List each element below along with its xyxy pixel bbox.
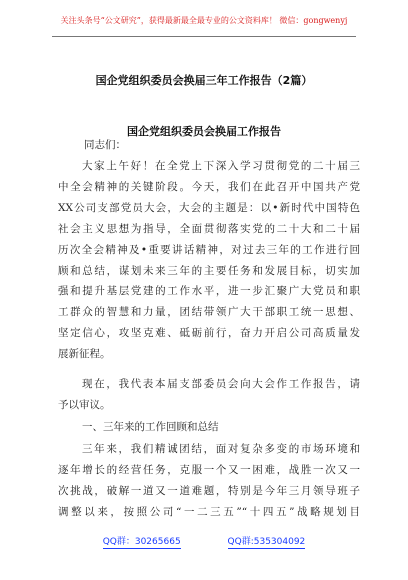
- paragraph-opening: [58, 156, 360, 365]
- text-line: 展新征程。: [58, 348, 111, 361]
- section-heading-text: 一、三年来的工作回顾和总结: [82, 421, 219, 433]
- report-title: 国企党组织委员会换届工作报告: [127, 125, 281, 138]
- qq-group-link-2[interactable]: QQ群:535304092: [227, 537, 306, 547]
- text-line: 中全会精神的关键阶段。今天，我们在此召开中国共产党: [58, 180, 360, 193]
- text-line: 工群众的智慧和力量，团结带领广大干部职工统一思想、: [58, 306, 360, 319]
- document-title: 国企党组织委员会换届三年工作报告（2篇）: [95, 74, 313, 87]
- text-line: 历次全会精神及•重要讲话精神，对过去三年的工作进行回: [58, 243, 360, 256]
- text-line: 坚定信心，攻坚克难、砥砺前行，奋力开启公司高质量发: [58, 327, 360, 340]
- paragraph-review: [58, 439, 360, 523]
- qq-group-link-1[interactable]: QQ群：30265665: [102, 537, 181, 547]
- salutation: 同志们：: [84, 139, 126, 151]
- text-line: 次挑战，破解一道又一道难题，特别是今年三月领导班子: [58, 484, 360, 497]
- text-line: 予以审议。: [58, 398, 111, 411]
- text-line: 调整以来，按照公司“一二三五”“十四五”战略规划目: [58, 505, 360, 518]
- text-line: 逐年增长的经营任务，克服一个又一困难，战胜一次又一: [58, 463, 360, 476]
- text-line: 顾和总结，谋划未来三年的主要任务和发展目标，切实加: [58, 264, 360, 277]
- text-line: 三年来，我们精诚团结，面对复杂多变的市场环境和: [82, 443, 360, 455]
- section-heading: [58, 417, 360, 438]
- text-line: 社会主义思想为指导，全面贯彻落实党的二十大和二十届: [58, 222, 360, 235]
- text-line: 大家上午好！在全党上下深入学习贯彻党的二十届三: [82, 160, 360, 172]
- footer: [0, 536, 408, 549]
- text-line: XX公司支部党员大会，大会的主题是：以•新时代中国特色: [58, 201, 360, 214]
- paragraph-report-intro: [58, 374, 360, 416]
- text-line: 强和提升基层党建的工作水平，进一步汇聚广大党员和职: [58, 285, 360, 298]
- promo-banner: 关注头条号“公文研究”，获得最新最全最专业的公文资料库！ 微信：gongwenyj: [60, 16, 348, 25]
- text-line: 现在，我代表本届支部委员会向大会作工作报告，请: [82, 378, 360, 390]
- header-divider: [52, 36, 356, 37]
